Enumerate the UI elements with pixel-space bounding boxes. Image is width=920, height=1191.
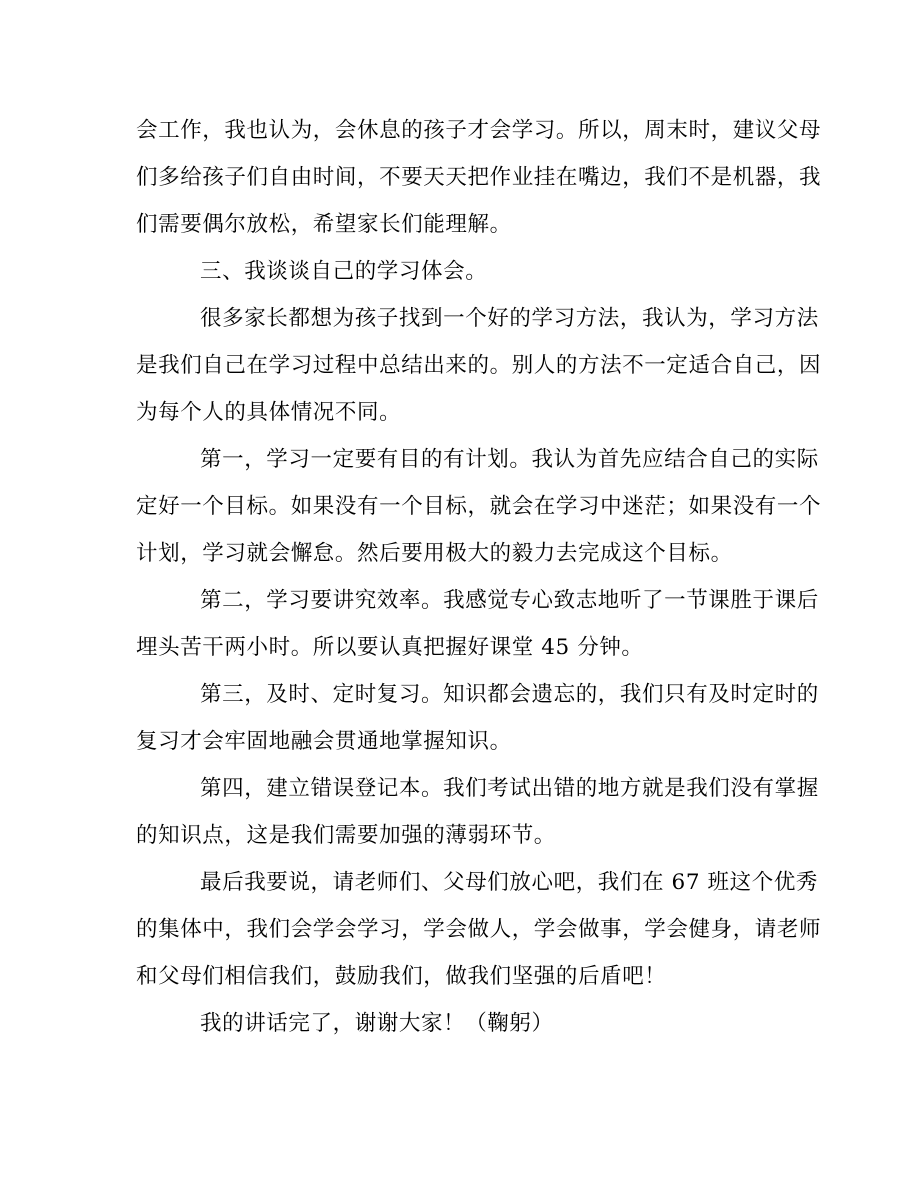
paragraph-2-line-1: 三、我谈谈自己的学习体会。 <box>200 259 488 284</box>
paragraph-4-line-1: 第一，学习一定要有目的有计划。我认为首先应结合自己的实际 <box>200 447 819 472</box>
paragraph-6-line-1: 第三，及时、定时复习。知识都会遗忘的，我们只有及时定时的 <box>200 682 819 707</box>
paragraph-3-line-1: 很多家长都想为孩子找到一个好的学习方法，我认为，学习方法 <box>200 306 819 331</box>
paragraph-1-line-2: 们多给孩子们自由时间，不要天天把作业挂在嘴边，我们不是机器，我 <box>136 165 822 190</box>
paragraph-1-line-1: 会工作，我也认为，会休息的孩子才会学习。所以，周末时，建议父母 <box>136 118 822 143</box>
paragraph-9-line-1: 我的讲话完了，谢谢大家！（鞠躬） <box>200 1011 554 1036</box>
paragraph-1-line-3: 们需要偶尔放松，希望家长们能理解。 <box>136 212 512 237</box>
paragraph-5-line-1: 第二，学习要讲究效率。我感觉专心致志地听了一节课胜于课后 <box>200 588 819 613</box>
paragraph-4-line-2: 定好一个目标。如果没有一个目标，就会在学习中迷茫；如果没有一个 <box>136 494 822 519</box>
paragraph-8-line-2: 的集体中，我们会学会学习，学会做人，学会做事，学会健身，请老师 <box>136 917 822 942</box>
paragraph-4-line-3: 计划，学习就会懈怠。然后要用极大的毅力去完成这个目标。 <box>136 541 733 566</box>
paragraph-5-line-2: 埋头苦干两小时。所以要认真把握好课堂 45 分钟。 <box>136 635 644 660</box>
paragraph-3-line-3: 为每个人的具体情况不同。 <box>136 400 402 425</box>
paragraph-8-line-3: 和父母们相信我们，鼓励我们，做我们坚强的后盾吧！ <box>136 964 667 989</box>
paragraph-7-line-1: 第四，建立错误登记本。我们考试出错的地方就是我们没有掌握 <box>200 776 819 801</box>
paragraph-8-line-1: 最后我要说，请老师们、父母们放心吧，我们在 67 班这个优秀 <box>200 870 819 895</box>
paragraph-7-line-2: 的知识点，这是我们需要加强的薄弱环节。 <box>136 823 556 848</box>
paragraph-6-line-2: 复习才会牢固地融会贯通地掌握知识。 <box>136 729 512 754</box>
paragraph-3-line-2: 是我们自己在学习过程中总结出来的。别人的方法不一定适合自己，因 <box>136 353 822 378</box>
